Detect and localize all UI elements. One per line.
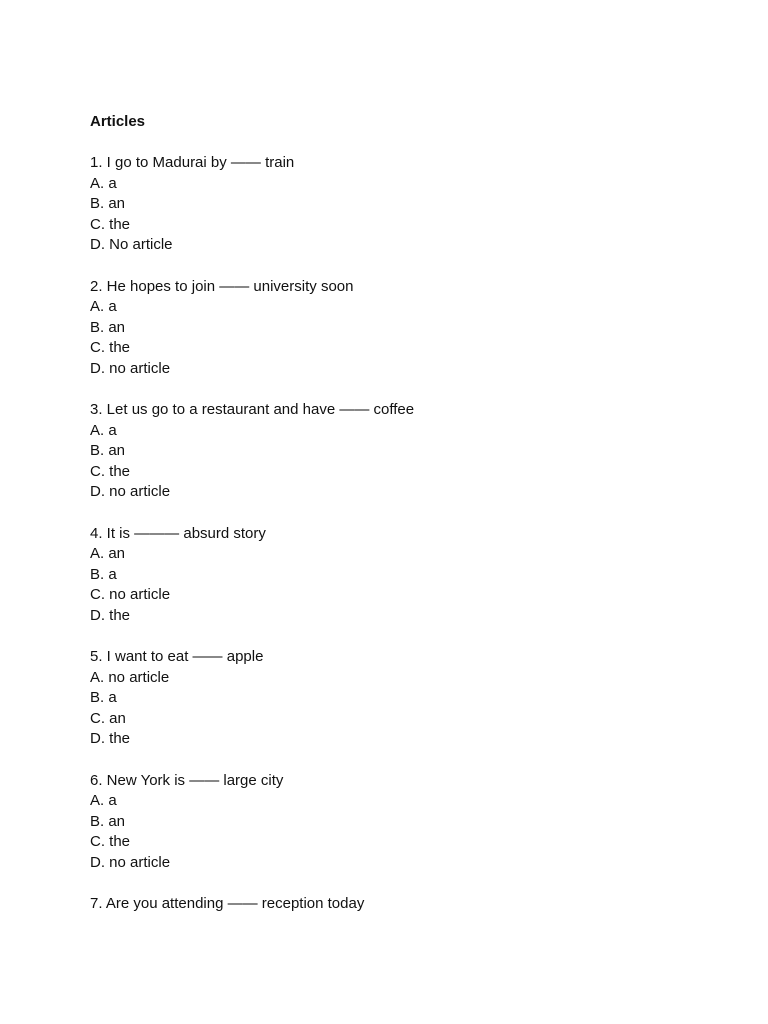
question-text: 6. New York is —— large city xyxy=(90,771,284,789)
option-a: A. a xyxy=(90,174,117,192)
question-6 xyxy=(90,771,730,874)
option-a: A. a xyxy=(90,792,117,809)
option-a: A. a xyxy=(90,421,117,439)
option-d: D. no article xyxy=(90,853,171,871)
option-b: B. an xyxy=(90,195,126,212)
option-c: C. the xyxy=(90,339,131,356)
option-d: D. no article xyxy=(90,483,171,500)
option-a: A. a xyxy=(90,298,117,315)
question-1 xyxy=(90,153,730,256)
question-text: 4. It is ——— absurd story xyxy=(90,524,266,542)
option-d: D. No article xyxy=(90,236,173,253)
document-title: Articles xyxy=(90,113,146,130)
option-c: C. an xyxy=(90,709,126,727)
question-2 xyxy=(90,277,730,380)
option-b: B. an xyxy=(90,812,126,830)
question-3 xyxy=(90,400,730,503)
option-d: D. the xyxy=(90,606,131,624)
option-b: B. a xyxy=(90,565,117,583)
option-a: A. no article xyxy=(90,668,170,686)
question-text: 2. He hopes to join —— university soon xyxy=(90,277,354,295)
question-text: 1. I go to Madurai by —— train xyxy=(90,154,295,171)
option-b: B. a xyxy=(90,689,117,706)
option-b: B. an xyxy=(90,318,126,336)
option-d: D. the xyxy=(90,730,131,747)
option-c: C. the xyxy=(90,833,131,850)
question-5 xyxy=(90,647,730,750)
option-c: C. the xyxy=(90,462,131,480)
question-text: 3. Let us go to a restaurant and have —— coffee xyxy=(90,401,415,418)
question-text: 5. I want to eat —— apple xyxy=(90,648,264,665)
option-d: D. no article xyxy=(90,359,171,377)
option-c: C. the xyxy=(90,215,131,233)
question-4 xyxy=(90,524,730,627)
option-b: B. an xyxy=(90,442,126,459)
document-page xyxy=(90,112,730,936)
option-a: A. an xyxy=(90,545,126,562)
question-7 xyxy=(90,894,730,915)
question-text: 7. Are you attending —— reception today xyxy=(90,895,365,912)
option-c: C. no article xyxy=(90,586,171,603)
